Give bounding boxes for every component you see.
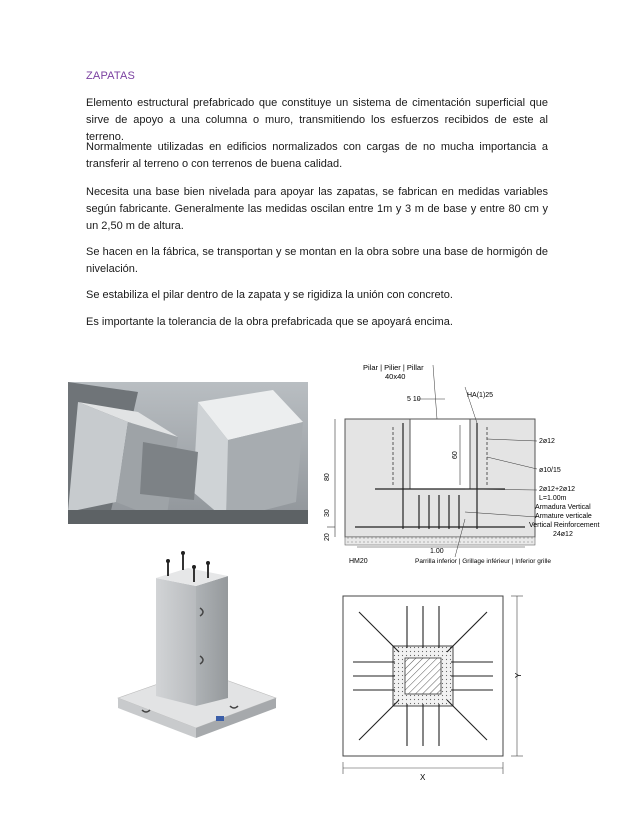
dim-60-label: 60 xyxy=(452,451,459,459)
dim-80-label: 80 xyxy=(324,473,331,481)
plan-x-label: X xyxy=(420,773,426,782)
plan-y-label: Y xyxy=(514,672,523,678)
footing-plan-drawing xyxy=(325,586,545,782)
hm-label: HM20 xyxy=(349,558,368,565)
dim-30-label: 30 xyxy=(324,509,331,517)
footing-section-drawing xyxy=(315,357,620,575)
armadura-en-label: Vertical Reinforcement xyxy=(529,522,600,529)
paragraph-definition: Elemento estructural prefabricado que constituye un sistema de cimentación superficial que sirve de apoyo a una columna o muro, transmitiendo los esfuerzos recibidos de este al terreno. xyxy=(86,97,548,143)
ha-label: HA(1)25 xyxy=(467,392,494,399)
pillar-size-label: 40x40 xyxy=(385,372,406,381)
paragraph-usage: Normalmente utilizadas en edificios normalizados con cargas de no mucha importancia a transferir al terreno o con terrenos de buena calidad. xyxy=(86,141,548,170)
paragraph-fabrication: Se hacen en la fábrica, se transportan y se montan en la obra sobre una base de hormigón de nivelación. xyxy=(86,246,548,275)
pillar-label: Pilar | Pilier | Pillar xyxy=(363,363,424,372)
armadura-fr-label: Armature verticale xyxy=(535,513,592,520)
precast-column-footing-image xyxy=(108,548,280,748)
paragraph-stabilization: Se estabiliza el pilar dentro de la zapata y se rigidiza la unión con concreto. xyxy=(86,289,453,301)
armadura-es-label: Armadura Vertical xyxy=(535,504,591,511)
paragraph-tolerance: Es importante la tolerancia de la obra prefabricada que se apoyará encima. xyxy=(86,316,453,328)
armadura-qty-label: 24ø12 xyxy=(553,531,573,538)
grid-label: Parrilla inferior | Grillage inférieur | Inferior grille xyxy=(415,558,551,565)
bar-2o12-2o12-label: 2ø12+2ø12 xyxy=(539,486,575,493)
precast-footings-photo xyxy=(68,382,308,524)
paragraph-dimensions: Necesita una base bien nivelada para apoyar las zapatas, se fabrican en medidas variables según fabricante. Generalmente las medidas oscilan entre 1m y 3 m de base y entre 80 cm y un 2,50 m de altura. xyxy=(86,186,548,232)
width-label: 1.00 xyxy=(430,548,444,555)
bar-2o12-label: 2ø12 xyxy=(539,438,555,445)
dim-20-label: 20 xyxy=(324,533,331,541)
dim-510-label: 5 10 xyxy=(407,396,421,403)
bar-o10-15-label: ø10/15 xyxy=(539,467,561,474)
document-heading: ZAPATAS xyxy=(86,70,136,82)
bar-length-label: L=1.00m xyxy=(539,495,567,502)
